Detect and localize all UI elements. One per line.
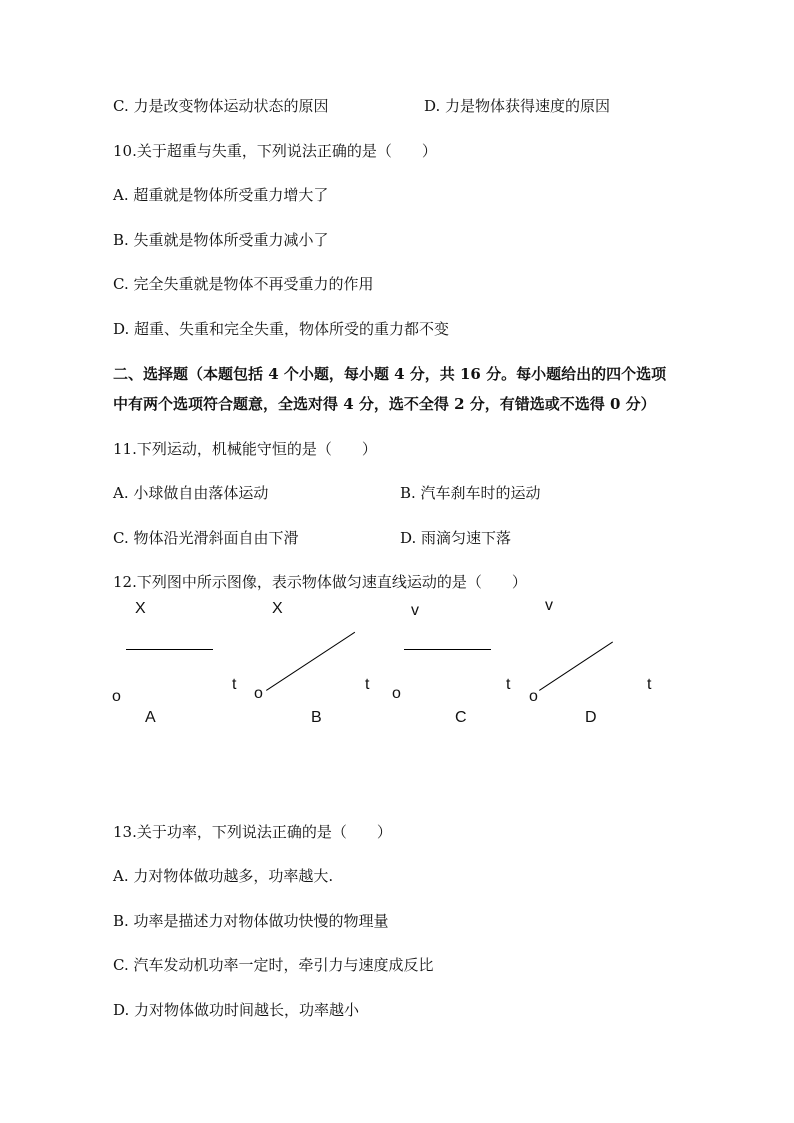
graph-c-line [404,649,491,650]
graph-a-x-axis-label: t [232,676,237,693]
graph-c-origin-label: o [392,685,401,702]
graph-a-option-label: A [145,709,156,726]
graph-a-line [126,649,213,650]
graph-b-y-axis-label: X [272,600,283,617]
q11-stem: 11.下列运动，机械能守恒的是（ ） [113,440,377,458]
q10-option-b: B. 失重就是物体所受重力减小了 [113,231,329,249]
q11-option-c: C. 物体沿光滑斜面自由下滑 [113,529,299,547]
graph-c-y-axis-label: v [411,602,419,619]
graph-d-line [539,642,613,691]
graph-c-option-label: C [455,709,467,726]
graph-d-option-label: D [585,709,597,726]
q13-option-d: D. 力对物体做功时间越长，功率越小 [113,1001,360,1019]
graph-b-option-label: B [311,709,322,726]
q11-option-a: A. 小球做自由落体运动 [113,484,269,502]
graph-b-origin-label: o [254,685,263,702]
section-heading-line1: 二、选择题（本题包括 4 个小题，每小题 4 分，共 16 分。每小题给出的四个选项 [113,365,667,383]
graph-b-line [266,632,355,691]
q10-stem: 10.关于超重与失重，下列说法正确的是（ ） [113,142,437,160]
q13-option-b: B. 功率是描述力对物体做功快慢的物理量 [113,912,389,930]
graph-a-y-axis-label: X [135,600,146,617]
graph-d-origin-label: o [529,688,538,705]
q10-option-a: A. 超重就是物体所受重力增大了 [113,186,329,204]
q10-option-d: D. 超重、失重和完全失重，物体所受的重力都不变 [113,320,450,338]
graph-c-x-axis-label: t [506,676,511,693]
graph-d-x-axis-label: t [647,676,652,693]
q13-stem: 13.关于功率，下列说法正确的是（ ） [113,823,392,841]
q10-option-c: C. 完全失重就是物体不再受重力的作用 [113,275,374,293]
graph-b-x-axis-label: t [365,676,370,693]
section-heading-line2: 中有两个选项符合题意，全选对得 4 分，选不全得 2 分，有错选或不选得 0 分） [113,395,656,413]
q9-option-d: D. 力是物体获得速度的原因 [424,97,611,115]
graph-d-y-axis-label: v [545,597,553,614]
q13-option-a: A. 力对物体做功越多，功率越大. [113,867,334,885]
q11-option-d: D. 雨滴匀速下落 [400,529,512,547]
q9-option-c: C. 力是改变物体运动状态的原因 [113,97,329,115]
q11-option-b: B. 汽车刹车时的运动 [400,484,541,502]
q13-option-c: C. 汽车发动机功率一定时，牵引力与速度成反比 [113,956,434,974]
graph-a-origin-label: o [112,688,121,705]
q12-stem: 12.下列图中所示图像，表示物体做匀速直线运动的是（ ） [113,573,527,591]
